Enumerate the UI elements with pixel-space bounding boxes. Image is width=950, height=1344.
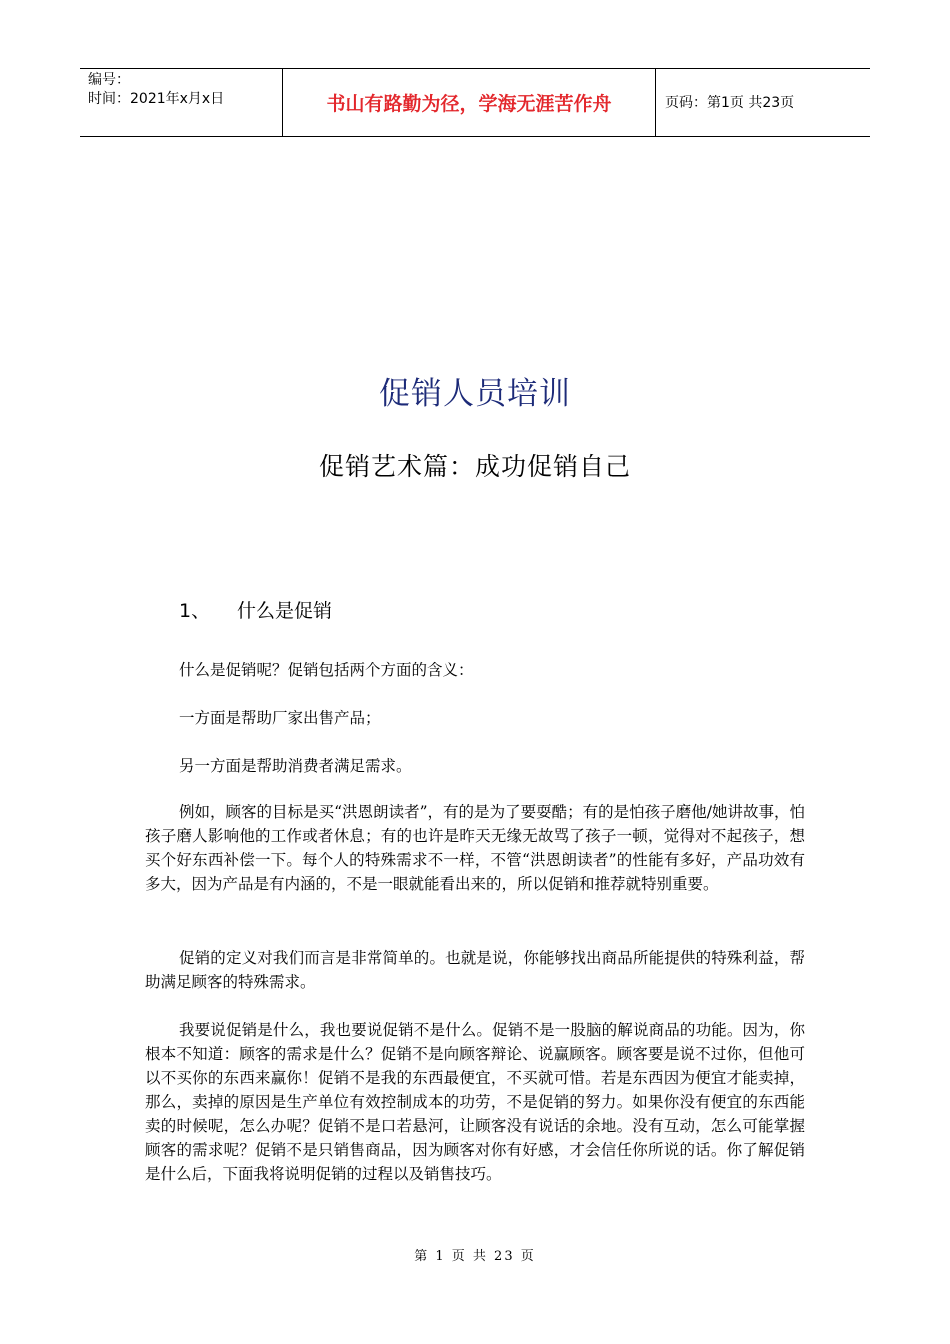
body-paragraph: 一方面是帮助厂家出售产品； bbox=[179, 709, 381, 727]
body-paragraph: 促销的定义对我们而言是非常简单的。也就是说，你能够找出商品所能提供的特殊利益，帮助满足顾客的特殊需求。 bbox=[145, 949, 805, 991]
header-motto: 书山有路勤为径，学海无涯苦作舟 bbox=[326, 93, 612, 115]
document-date-label: 时间：2021年x月x日 bbox=[88, 91, 225, 107]
header-motto-cell bbox=[282, 69, 656, 136]
document-header bbox=[80, 68, 870, 137]
document-number-label: 编号： bbox=[88, 72, 130, 88]
document-subtitle: 促销艺术篇：成功促销自己 bbox=[318, 452, 631, 481]
section-title: 什么是促销 bbox=[237, 600, 333, 622]
body-paragraph: 我要说促销是什么，我也要说促销不是什么。促销不是一股脑的解说商品的功能。因为，你根本不知道：顾客的需求是什么？促销不是向顾客辩论、说赢顾客。顾客要是说不过你，但他可以不买你的东西来赢你！促销不是我的东西最便宜，不买就可惜。若是东西因为便宜才能卖掉，那么，卖掉的原因是生产单位有效控制成本的功劳，不是促销的努力。如果你没有便宜的东西能卖的时候呢，怎么办呢？促销不是口若悬河，让顾客没有说话的余地。没有互动，怎么可能掌握顾客的需求呢？促销不是只销售商品，因为顾客对你有好感，才会信任你所说的话。你了解促销是什么后，下面我将说明促销的过程以及销售技巧。 bbox=[145, 1021, 805, 1183]
header-meta-cell bbox=[80, 69, 282, 136]
body-paragraph: 什么是促销呢？促销包括两个方面的含义： bbox=[179, 661, 474, 679]
header-page-cell bbox=[655, 69, 870, 136]
page-footer: 第 1 页 共 23 页 bbox=[414, 1249, 536, 1264]
section-heading bbox=[179, 598, 332, 624]
body-paragraph: 另一方面是帮助消费者满足需求。 bbox=[179, 757, 412, 775]
body-paragraph: 例如，顾客的目标是买“洪恩朗读者”，有的是为了要耍酷；有的是怕孩子磨他/她讲故事，怕孩子磨人影响他的工作或者休息；有的也许是昨天无缘无故骂了孩子一顿，觉得对不起孩子，想买个好东西补偿一下。每个人的特殊需求不一样，不管“洪恩朗读者”的性能有多好，产品功效有多大，因为产品是有内涵的，不是一眼就能看出来的，所以促销和推荐就特别重要。 bbox=[145, 803, 805, 893]
header-page-info: 页码：第1页 共23页 bbox=[665, 95, 795, 111]
section-number: 1、 bbox=[179, 600, 211, 622]
document-title: 促销人员培训 bbox=[379, 376, 571, 412]
